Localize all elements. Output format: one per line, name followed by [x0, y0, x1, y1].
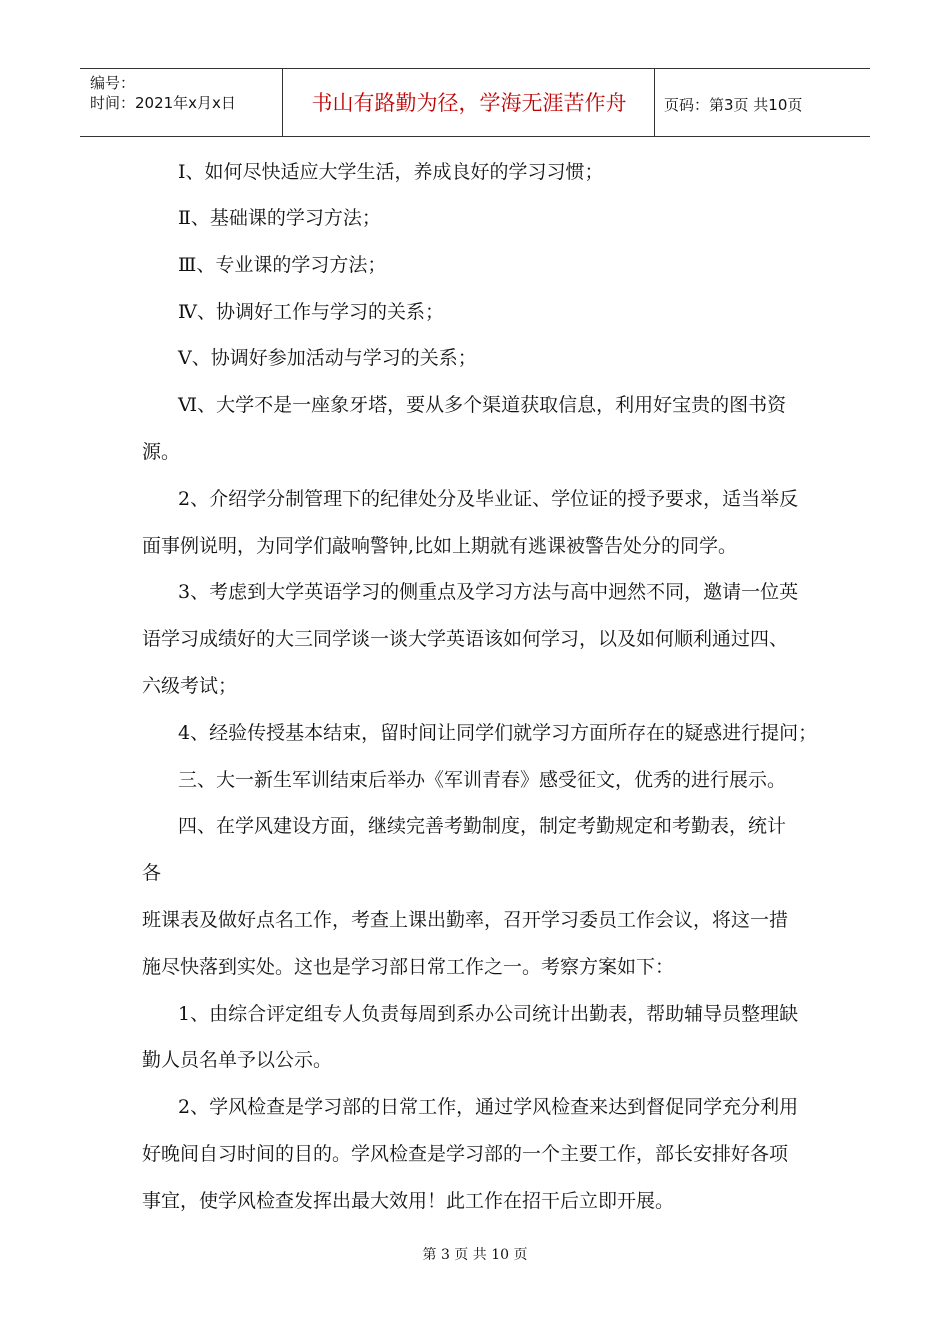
body-line: 六级考试；: [142, 675, 238, 697]
serial-label: 编号：: [90, 74, 136, 92]
body-line: 2、学风检查是学习部的日常工作，通过学风检查来达到督促同学充分利用: [178, 1096, 799, 1118]
body-line: Ⅴ、协调好参加活动与学习的关系；: [178, 347, 477, 369]
header-divider-left: [282, 68, 283, 136]
body-line: 1、由综合评定组专人负责每周到系办公司统计出勤表，帮助辅导员整理缺: [178, 1003, 799, 1025]
date-label: 时间：2021年x月x日: [90, 94, 236, 112]
body-line: Ⅳ、协调好工作与学习的关系；: [178, 301, 444, 323]
header-top-rule: [80, 68, 870, 69]
header-bottom-rule: [80, 136, 870, 137]
body-line: 各: [142, 862, 162, 884]
motto-banner: 书山有路勤为径，学海无涯苦作舟: [311, 91, 627, 115]
body-line: 源。: [142, 441, 181, 463]
body-line: 施尽快落到实处。这也是学习部日常工作之一。考察方案如下：: [142, 956, 675, 978]
body-line: Ⅵ、大学不是一座象牙塔，要从多个渠道获取信息，利用好宝贵的图书资: [178, 394, 787, 416]
body-line: 2、介绍学分制管理下的纪律处分及毕业证、学位证的授予要求，适当举反: [178, 488, 799, 510]
body-line: 面事例说明，为同学们敲响警钟,比如上期就有逃课被警告处分的同学。: [142, 535, 738, 557]
body-line: 四、在学风建设方面，继续完善考勤制度，制定考勤规定和考勤表，统计: [178, 815, 787, 837]
body-line: 语学习成绩好的大三同学谈一谈大学英语该如何学习，以及如何顺利通过四、: [142, 628, 789, 650]
body-line: 班课表及做好点名工作，考查上课出勤率，召开学习委员工作会议，将这一措: [142, 909, 789, 931]
header-divider-right: [654, 68, 655, 136]
body-line: 勤人员名单予以公示。: [142, 1049, 333, 1071]
body-line: Ⅱ、基础课的学习方法；: [178, 207, 381, 229]
body-line: 事宜，使学风检查发挥出最大效用！此工作在招干后立即开展。: [142, 1190, 675, 1212]
page-footer: 第 3 页 共 10 页: [422, 1247, 528, 1263]
body-line: Ⅲ、专业课的学习方法；: [178, 254, 387, 276]
page-info: 页码：第3页 共10页: [664, 96, 803, 114]
body-line: 三、大一新生军训结束后举办《军训青春》感受征文，优秀的进行展示。: [178, 769, 787, 791]
body-line: 4、经验传授基本结束，留时间让同学们就学习方面所存在的疑惑进行提问；: [178, 722, 818, 744]
body-line: 3、考虑到大学英语学习的侧重点及学习方法与高中迥然不同，邀请一位英: [178, 581, 799, 603]
body-line: 好晚间自习时间的目的。学风检查是学习部的一个主要工作，部长安排好各项: [142, 1143, 789, 1165]
body-line: Ⅰ、如何尽快适应大学生活，养成良好的学习习惯；: [178, 161, 604, 183]
